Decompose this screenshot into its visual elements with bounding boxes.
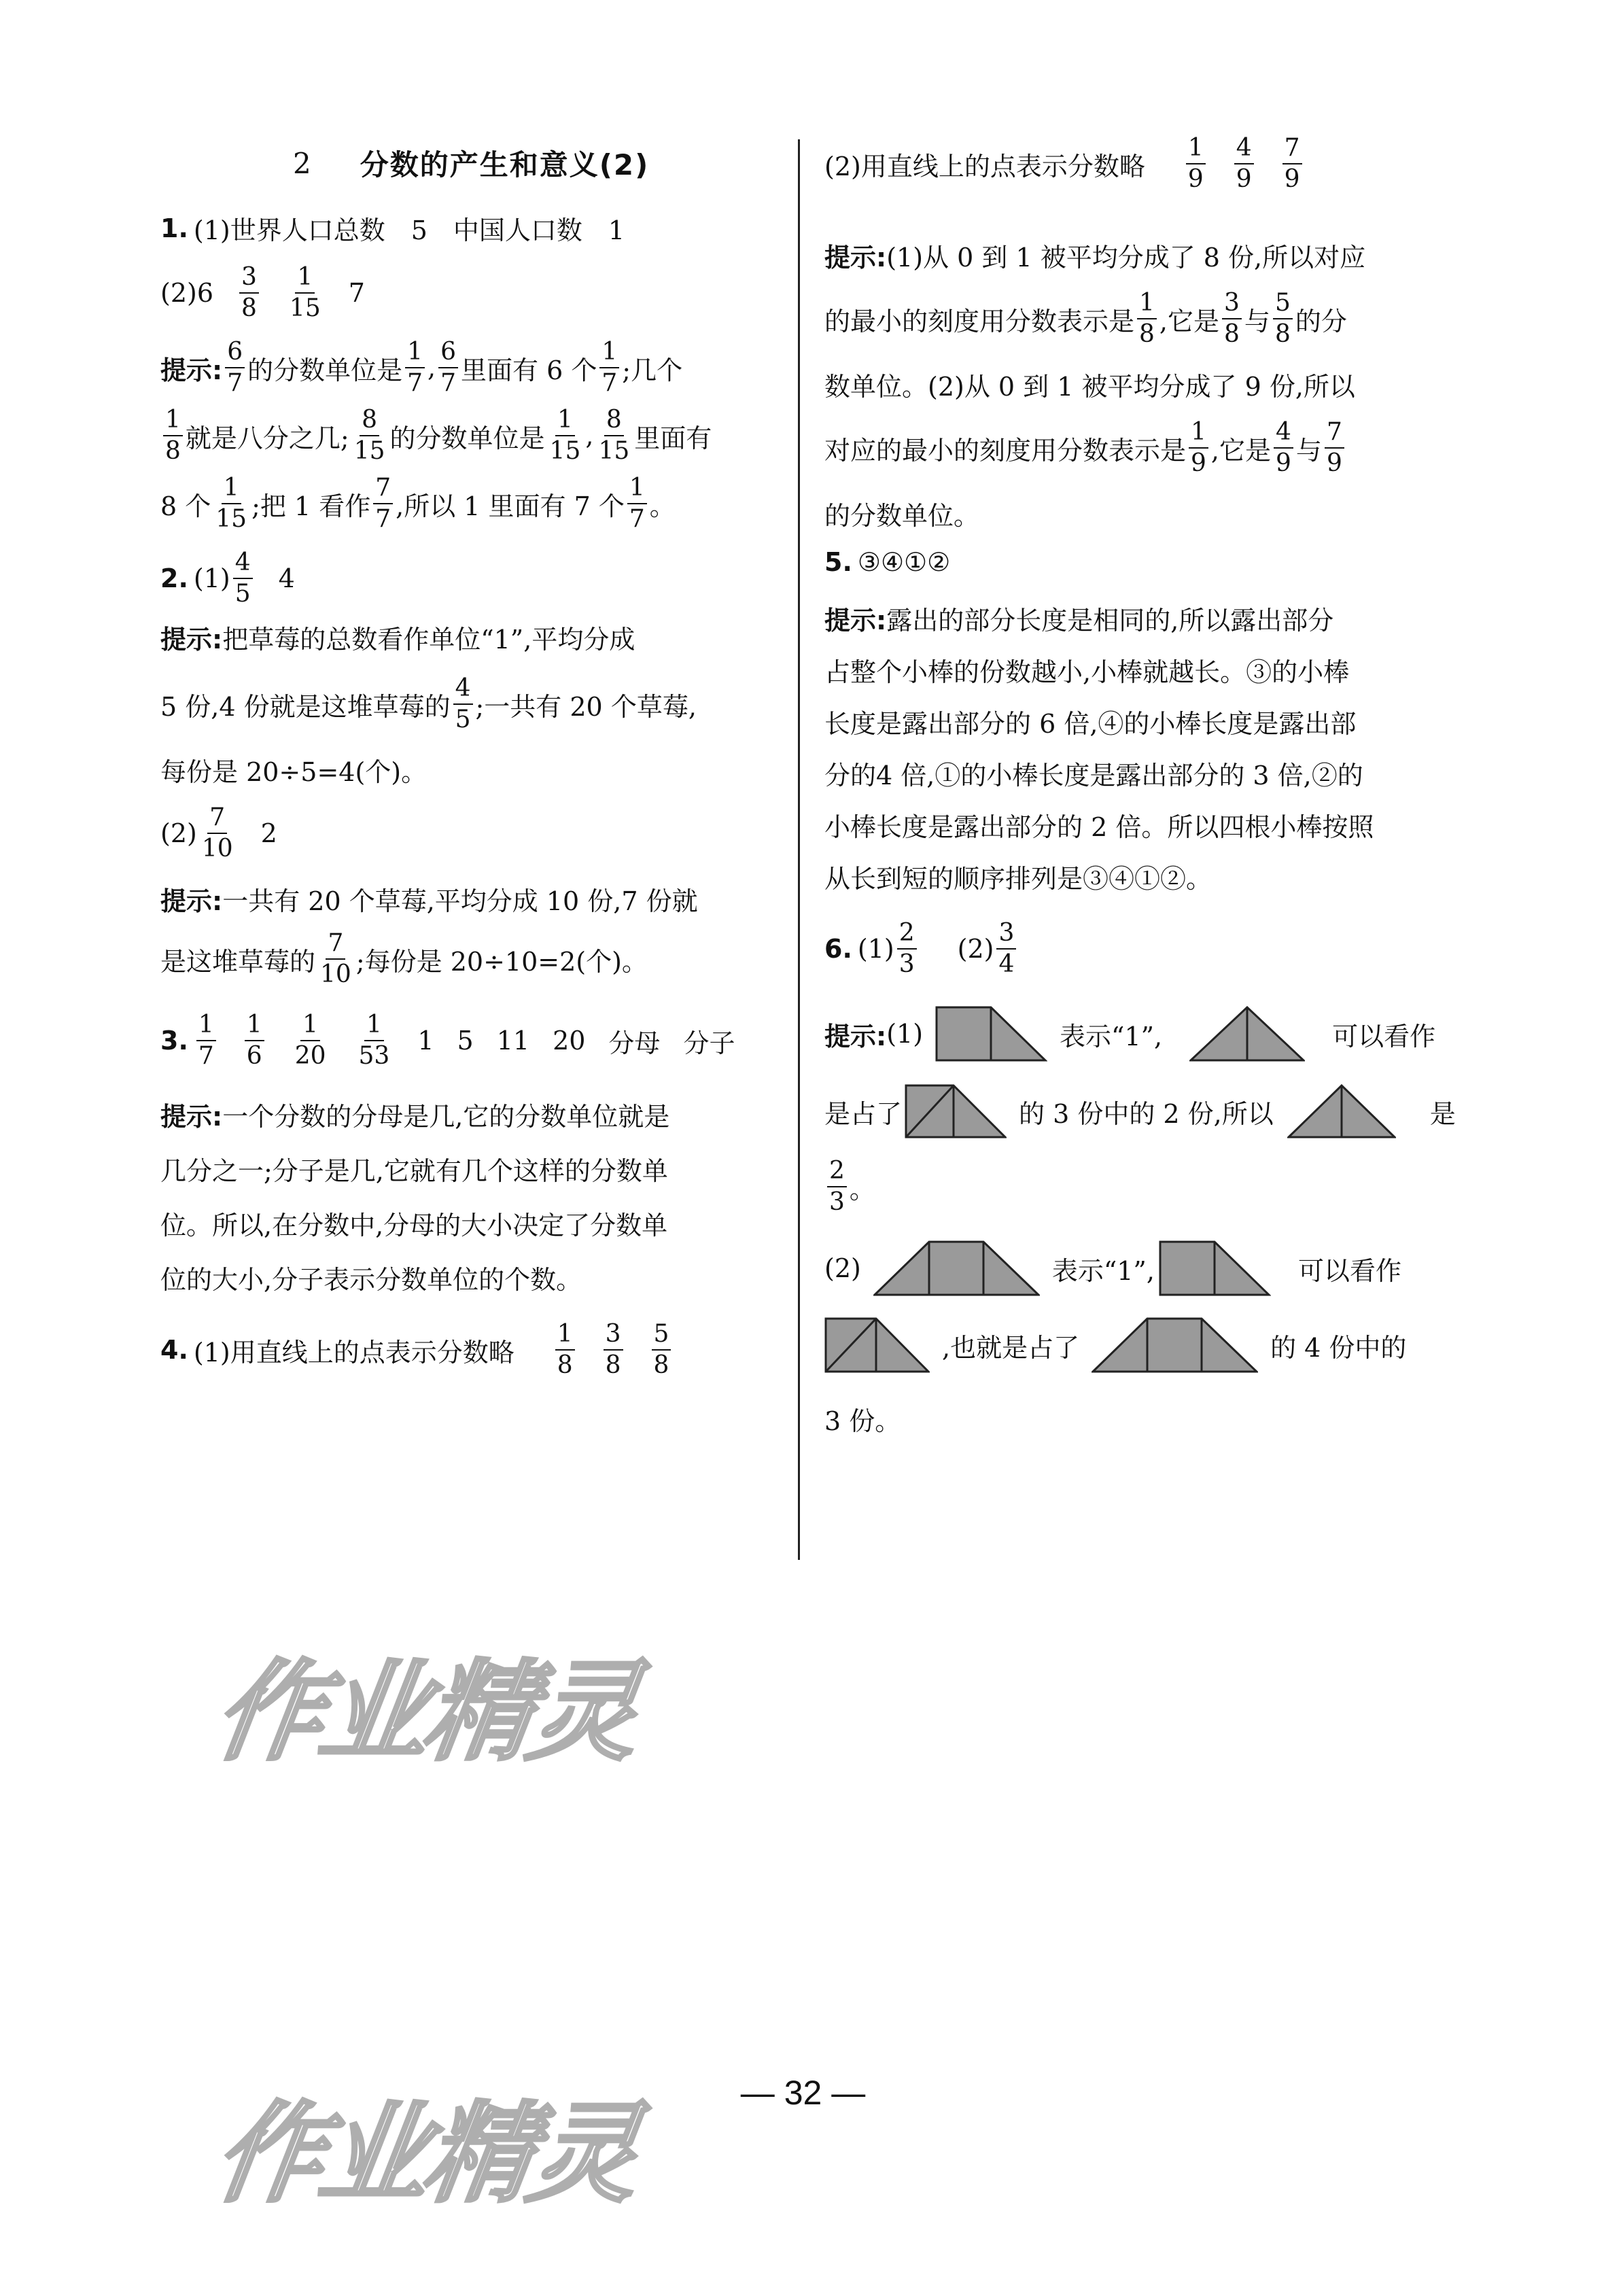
fraction: $\frac{2}{3}$: [897, 921, 917, 977]
hint-text: 就是八分之几;: [185, 423, 349, 453]
hint-text: 是这堆草莓的: [160, 946, 316, 977]
hint-text: 的分数单位。: [824, 501, 980, 531]
hint-text: 的 4 份中的: [1270, 1332, 1407, 1363]
q2-number: 2.: [160, 563, 188, 593]
triangle-two-parts-icon: [1287, 1084, 1396, 1138]
hint-label: 提示:: [824, 606, 887, 636]
q6-hint1-line1: [824, 1006, 1435, 1062]
q1-number: 1.: [160, 213, 188, 243]
hint-text: 8 个: [160, 491, 211, 521]
q3-hint-line4: [160, 1259, 582, 1296]
fraction: $\frac{1}{9}$: [1189, 420, 1208, 476]
fraction: $\frac{1}{7}$: [599, 340, 619, 396]
fraction: $\frac{7}{10}$: [320, 929, 351, 988]
q2-hint1-line1: [160, 619, 635, 656]
hint-text: 5 份,4 份就是这堆草莓的: [160, 691, 451, 722]
fraction: $\frac{1}{8}$: [1137, 291, 1157, 347]
hint-text: 里面有 6 个: [461, 355, 597, 385]
fraction: $\frac{6}{7}$: [438, 340, 458, 396]
q6-hint1-line3: [824, 1159, 875, 1215]
hint-text: 一共有 20 个草莓,平均分成 10 份,7 份就: [222, 886, 698, 916]
triangle-two-parts-icon: [1189, 1006, 1305, 1062]
fraction: $\frac{1}{53}$: [358, 1011, 390, 1070]
hint-text: 对应的最小的刻度用分数表示是: [824, 435, 1187, 466]
hint-text: 小棒长度是露出部分的 2 倍。所以四根小棒按照: [824, 812, 1374, 842]
hint-text: 位。所以,在分数中,分母的大小决定了分数单: [160, 1211, 668, 1240]
q6-number: 6.: [824, 934, 852, 964]
q5-answer-text: ③④①②: [857, 547, 951, 577]
fraction: $\frac{4}{5}$: [453, 676, 473, 732]
q4-hint-line2: [824, 291, 1347, 347]
hint-text: ;把 1 看作: [251, 491, 371, 521]
q1-hint-line1: [160, 340, 682, 396]
q3-value: 5: [457, 1026, 474, 1056]
fraction: $\frac{1}{20}$: [294, 1011, 326, 1070]
q1-part2-label: (2)6: [160, 278, 214, 308]
hint-label: 提示:: [160, 355, 223, 385]
fraction: $\frac{3}{8}$: [604, 1322, 623, 1378]
hint-text: ,也就是占了: [942, 1332, 1080, 1363]
hint-text: 数单位。(2)从 0 到 1 被平均分成了 9 份,所以: [824, 372, 1355, 402]
trapezoid-three-parts-icon: [905, 1084, 1007, 1138]
q1-hint-line2: [160, 408, 712, 464]
q2-hint1-line2: [160, 676, 697, 732]
q3-value: 20: [553, 1026, 586, 1056]
hint-text: 几分之一;分子是几,它就有几个这样的分数单: [160, 1156, 668, 1186]
q6-answer: [824, 921, 1019, 977]
fraction: $\frac{1}{6}$: [245, 1013, 264, 1068]
q5-hint-line4: [824, 754, 1363, 792]
hint-text: 长度是露出部分的 6 倍,④的小棒长度是露出部: [824, 709, 1357, 739]
hint-text: 与: [1244, 306, 1270, 336]
hint-text: 分的4 倍,①的小棒长度是露出部分的 3 倍,②的: [824, 761, 1363, 790]
hint-text: 表示“1”,: [1051, 1255, 1155, 1286]
fraction: $\frac{7}{10}$: [201, 803, 233, 863]
q3-hint-line2: [160, 1150, 668, 1187]
q4-part1-text: (1)用直线上的点表示分数略: [193, 1337, 514, 1368]
hint-text: 可以看作: [1332, 1021, 1436, 1051]
q3-hint-line1: [160, 1096, 669, 1133]
section-number: 2: [293, 146, 313, 180]
hint-text: 位的大小,分子表示分数单位的个数。: [160, 1265, 582, 1295]
hint-text: 。: [649, 491, 676, 521]
hint-text: 是占了: [824, 1098, 903, 1129]
q1-part1-answer: (1)世界人口总数 5 中国人口数 1: [193, 215, 625, 245]
q2-part1-tail: 4: [278, 563, 295, 593]
hint-text: ,它是: [1159, 306, 1220, 336]
q3-number: 3.: [160, 1026, 188, 1056]
hint-text: 的分数单位是: [389, 423, 545, 453]
trapezoid-four-parts-icon: [1092, 1317, 1258, 1373]
q5-hint-line2: [824, 651, 1349, 689]
q1-hint-line3: [160, 476, 676, 532]
hint-text: 占整个小棒的份数越小,小棒就越长。③的小棒: [824, 657, 1350, 687]
q6-hint1-line2: [824, 1084, 1456, 1138]
trapezoid-one-square-one-triangle-icon: [935, 1006, 1047, 1062]
q1-part2: [160, 265, 365, 321]
hint-text: 把草莓的总数看作单位“1”,平均分成: [222, 625, 635, 655]
q2-part1: [160, 551, 295, 606]
fraction: $\frac{6}{7}$: [225, 340, 245, 396]
hint-text: 的 3 份中的 2 份,所以: [1019, 1098, 1274, 1129]
q4-hint-line1: [824, 237, 1365, 274]
hint-text: 与: [1295, 435, 1322, 466]
section-title-text: 分数的产生和意义(2): [360, 148, 650, 181]
q3-value: 分母: [608, 1028, 661, 1058]
q4-part2-text: (2)用直线上的点表示分数略: [824, 151, 1145, 181]
fraction: $\frac{3}{4}$: [996, 921, 1016, 977]
section-title: [293, 143, 649, 184]
hint-text: ;几个: [622, 355, 683, 385]
hint-label: 提示:: [824, 1021, 887, 1051]
fraction: $\frac{1}{9}$: [1186, 136, 1206, 192]
q5-hint-line6: [824, 858, 1212, 895]
hint-text: 3 份。: [824, 1406, 901, 1436]
fraction: $\frac{7}{9}$: [1325, 420, 1344, 476]
q5-hint-line3: [824, 703, 1356, 740]
q5-hint-line1: [824, 599, 1333, 637]
q4-number: 4.: [160, 1335, 188, 1365]
fraction: $\frac{1}{7}$: [405, 340, 425, 396]
fraction: $\frac{1}{8}$: [163, 408, 183, 464]
q6-part1-label: (1): [857, 934, 894, 964]
q6-part2-label: (2): [957, 934, 994, 964]
hint-text: ,它是: [1210, 435, 1272, 466]
hint-text: 一个分数的分母是几,它的分数单位就是: [222, 1102, 670, 1132]
hint-label: 提示:: [160, 886, 223, 916]
fraction: $\frac{4}{9}$: [1234, 136, 1254, 192]
fraction: $\frac{7}{9}$: [1282, 136, 1302, 192]
trapezoid-four-parts-icon: [873, 1240, 1040, 1296]
q6-hint2-line2: [824, 1317, 1406, 1373]
q3-value: 分子: [683, 1028, 735, 1058]
q2-part2-tail: 2: [260, 818, 277, 848]
hint-text: ;每份是 20÷10=2(个)。: [355, 946, 648, 977]
q2-hint1-line3: [160, 751, 427, 788]
hint-label: 提示:: [160, 625, 223, 655]
fraction: $\frac{1}{15}$: [215, 474, 247, 533]
q2-part2: [160, 805, 277, 861]
q3-hint-line3: [160, 1204, 667, 1242]
watermark-logo: 作业精灵: [207, 2090, 644, 2217]
fraction: $\frac{4}{9}$: [1274, 420, 1293, 476]
q5-number: 5.: [824, 547, 852, 577]
fraction: $\frac{1}{15}$: [289, 263, 321, 322]
fraction: $\frac{7}{7}$: [373, 476, 393, 532]
trapezoid-one-square-one-triangle-icon: [1159, 1240, 1271, 1296]
fraction: $\frac{1}{7}$: [627, 476, 647, 532]
fraction: $\frac{3}{8}$: [239, 265, 259, 321]
q2-hint2-line1: [160, 880, 698, 918]
q2-part1-label: (1): [193, 563, 230, 593]
q4-hint-line3: [824, 366, 1355, 403]
hint-text: ,: [427, 353, 436, 383]
hint-text: 表示“1”,: [1060, 1021, 1163, 1051]
hint-text: 露出的部分长度是相同的,所以露出部分: [886, 606, 1334, 636]
q6-hint2-line1: [824, 1240, 1401, 1296]
column-divider: [798, 139, 800, 1560]
hint-text: (2): [824, 1253, 861, 1283]
q4-hint-line5: [824, 495, 979, 532]
fraction: $\frac{8}{15}$: [353, 406, 385, 465]
hint-text: 是: [1429, 1098, 1456, 1129]
q5-answer: [824, 547, 950, 577]
fraction: $\frac{1}{8}$: [555, 1322, 575, 1378]
hint-text: 每份是 20÷5=4(个)。: [160, 757, 427, 787]
fraction: $\frac{1}{7}$: [196, 1013, 216, 1068]
fraction: $\frac{3}{8}$: [1222, 291, 1242, 347]
q4-part1: [160, 1322, 674, 1378]
watermark-logo: 作业精灵: [207, 1648, 644, 1775]
q4-part2: [824, 136, 1305, 192]
hint-text: 里面有: [634, 423, 712, 453]
q1-part2-tail: 7: [348, 278, 365, 308]
q1-part1: [160, 209, 625, 247]
q3-value: 1: [417, 1026, 434, 1056]
fraction: $\frac{5}{8}$: [652, 1322, 671, 1378]
hint-text: 可以看作: [1297, 1255, 1401, 1286]
fraction: $\frac{4}{5}$: [233, 551, 253, 606]
fraction: $\frac{8}{15}$: [598, 406, 630, 465]
hint-label: 提示:: [160, 1102, 223, 1132]
hint-text: ,所以 1 里面有 7 个: [396, 491, 625, 521]
hint-text: 的最小的刻度用分数表示是: [824, 306, 1135, 336]
hint-text: (1)从 0 到 1 被平均分成了 8 份,所以对应: [886, 243, 1366, 273]
hint-text: 的分: [1295, 306, 1347, 336]
hint-text: ;一共有 20 个草莓,: [475, 691, 697, 722]
q2-part2-label: (2): [160, 818, 197, 848]
fraction: $\frac{1}{15}$: [549, 406, 581, 465]
fraction: $\frac{2}{3}$: [827, 1159, 847, 1215]
trapezoid-three-parts-icon: [824, 1317, 930, 1373]
hint-text: 的分数单位是: [247, 355, 403, 385]
q3-value: 11: [496, 1026, 530, 1056]
q5-hint-line5: [824, 806, 1374, 843]
q3-answer: [160, 1013, 735, 1068]
q2-hint2-line2: [160, 931, 648, 987]
page-number: — 32 —: [740, 2074, 866, 2112]
hint-text: 。: [849, 1174, 875, 1204]
hint-text: ,: [585, 421, 594, 451]
hint-label: 提示:: [824, 243, 887, 273]
fraction: $\frac{5}{8}$: [1273, 291, 1293, 347]
hint-text: 从长到短的顺序排列是③④①②。: [824, 864, 1212, 894]
q4-hint-line4: [824, 420, 1347, 476]
q6-hint2-line3: [824, 1400, 901, 1438]
hint-text: (1): [886, 1019, 924, 1049]
